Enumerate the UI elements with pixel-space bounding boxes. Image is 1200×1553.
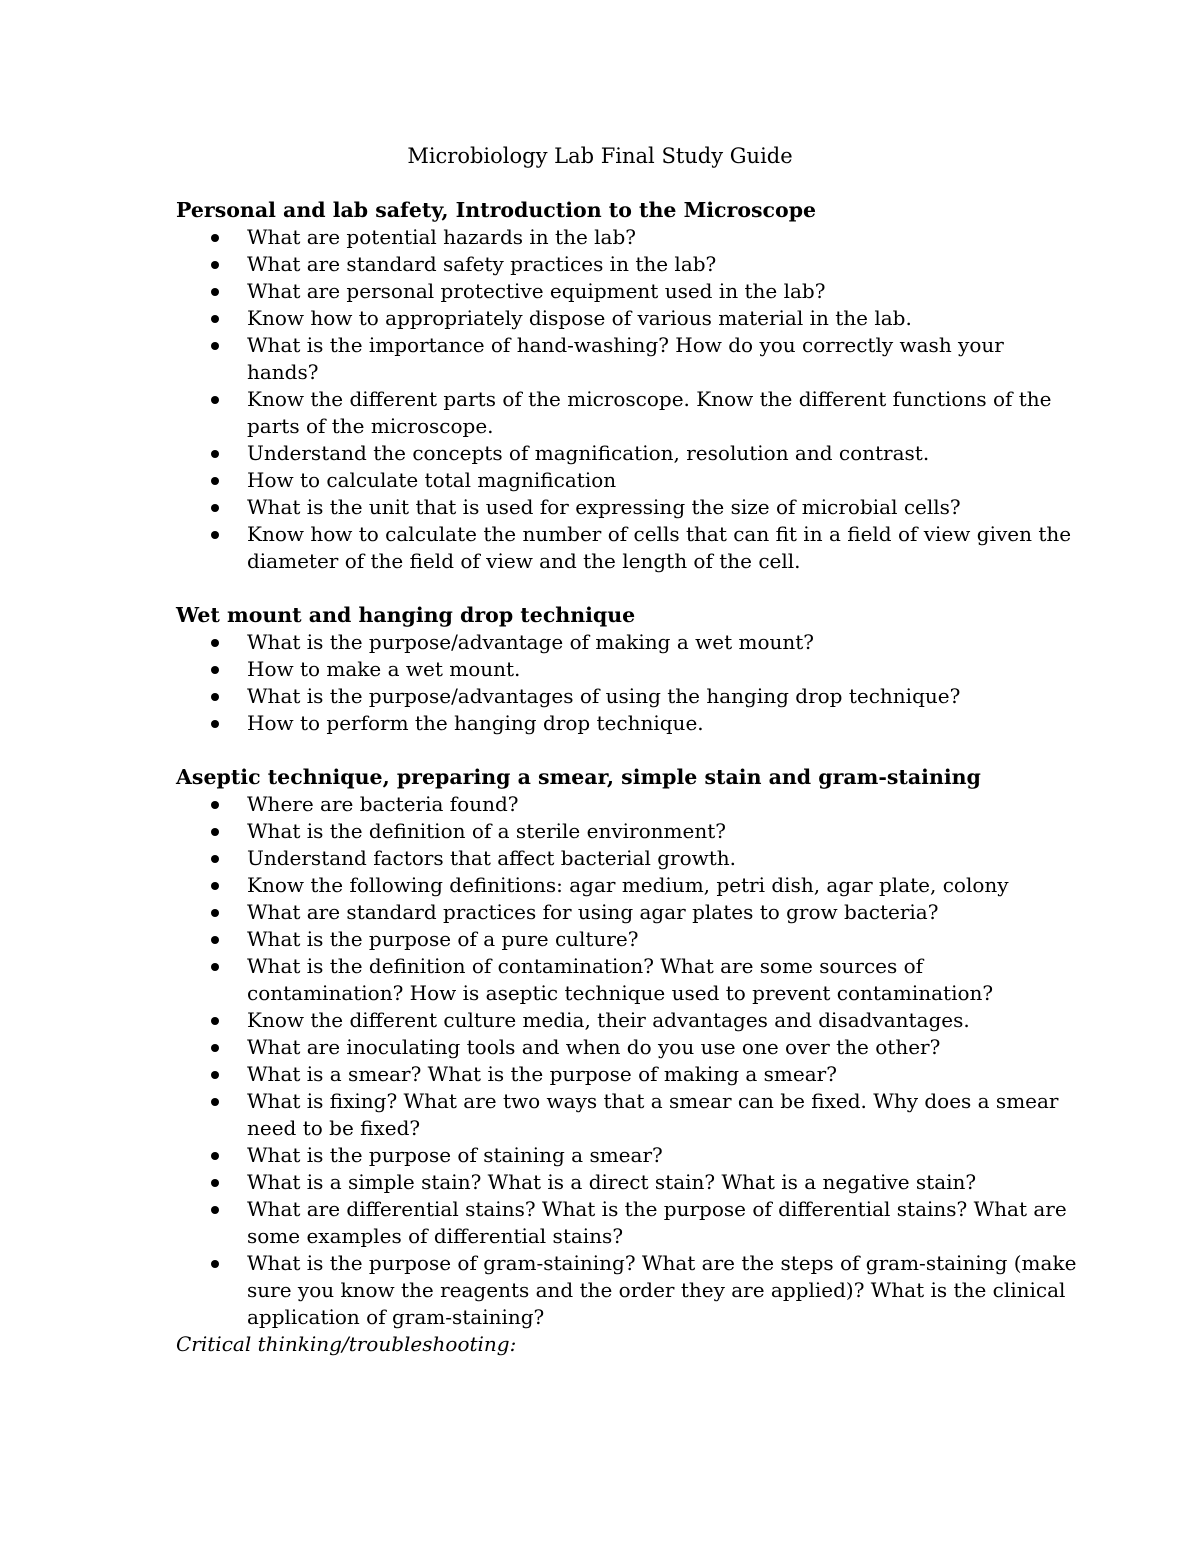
bullet-icon bbox=[211, 1260, 219, 1268]
question-item bbox=[176, 251, 1056, 278]
question-list bbox=[176, 629, 1056, 737]
bullet-icon bbox=[211, 1179, 219, 1187]
bullet-icon bbox=[211, 288, 219, 296]
question-item bbox=[176, 926, 1056, 953]
question-item bbox=[176, 305, 1056, 332]
section-lab-safety-microscope bbox=[176, 197, 1072, 575]
question-item bbox=[176, 845, 1056, 872]
bullet-icon bbox=[211, 504, 219, 512]
bullet-icon bbox=[211, 666, 219, 674]
bullet-icon bbox=[211, 396, 219, 404]
section-heading: Aseptic technique, preparing a smear, simple stain and gram-staining bbox=[176, 765, 981, 789]
question-text-line: How to perform the hanging drop technique. bbox=[247, 711, 704, 735]
section-aseptic-technique-staining bbox=[176, 764, 1077, 1358]
question-item bbox=[176, 683, 1056, 710]
section-heading: Personal and lab safety, Introduction to the Microscope bbox=[176, 198, 817, 222]
bullet-icon bbox=[211, 1071, 219, 1079]
question-text-line: What is the purpose/advantages of using the hanging drop technique? bbox=[247, 684, 961, 708]
bullet-icon bbox=[211, 1017, 219, 1025]
bullet-icon bbox=[211, 1098, 219, 1106]
bullet-icon bbox=[211, 1152, 219, 1160]
question-text-line: How to calculate total magnification bbox=[247, 468, 617, 492]
question-text-line: What are standard safety practices in the lab? bbox=[247, 252, 717, 276]
question-text-line: What is the definition of a sterile environment? bbox=[247, 819, 726, 843]
question-text-line: Understand factors that affect bacterial growth. bbox=[247, 846, 737, 870]
bullet-icon bbox=[211, 963, 219, 971]
question-text-line: What are standard practices for using agar plates to grow bacteria? bbox=[247, 900, 939, 924]
bullet-icon bbox=[211, 801, 219, 809]
question-list bbox=[176, 224, 1072, 575]
question-text-line: Know how to calculate the number of cells that can fit in a field of view given the bbox=[247, 522, 1072, 546]
question-text-line: What are differential stains? What is the purpose of differential stains? What are bbox=[247, 1197, 1067, 1221]
question-item bbox=[176, 791, 1056, 818]
question-text-line: Understand the concepts of magnification, resolution and contrast. bbox=[247, 441, 930, 465]
question-item bbox=[176, 521, 1072, 575]
question-item bbox=[176, 953, 1056, 1007]
question-item bbox=[176, 1196, 1067, 1250]
question-text-line: hands? bbox=[247, 360, 319, 384]
question-text-line: What is a simple stain? What is a direct stain? What is a negative stain? bbox=[247, 1170, 977, 1194]
question-text-line: What are personal protective equipment used in the lab? bbox=[247, 279, 826, 303]
question-text-line: diameter of the field of view and the length of the cell. bbox=[247, 549, 801, 573]
bullet-icon bbox=[211, 1206, 219, 1214]
question-text-line: What is the purpose of a pure culture? bbox=[247, 927, 639, 951]
question-text-line: some examples of differential stains? bbox=[247, 1224, 624, 1248]
question-text-line: What is the importance of hand-washing? How do you correctly wash your bbox=[247, 333, 1004, 357]
question-text-line: parts of the microscope. bbox=[247, 414, 494, 438]
bullet-icon bbox=[211, 234, 219, 242]
bullet-icon bbox=[211, 477, 219, 485]
question-text-line: Where are bacteria found? bbox=[247, 792, 519, 816]
bullet-icon bbox=[211, 693, 219, 701]
bullet-icon bbox=[211, 936, 219, 944]
question-item bbox=[176, 1061, 1056, 1088]
section-heading: Wet mount and hanging drop technique bbox=[176, 603, 636, 627]
question-text-line: contamination? How is aseptic technique used to prevent contamination? bbox=[247, 981, 994, 1005]
question-text-line: What is the purpose of gram-staining? What are the steps of gram-staining (make bbox=[247, 1251, 1077, 1275]
question-text-line: need to be fixed? bbox=[247, 1116, 421, 1140]
bullet-icon bbox=[211, 261, 219, 269]
question-text-line: What is fixing? What are two ways that a smear can be fixed. Why does a smear bbox=[247, 1089, 1059, 1113]
section-wet-mount-hanging-drop bbox=[176, 602, 1056, 737]
question-text-line: What are potential hazards in the lab? bbox=[247, 225, 636, 249]
question-item bbox=[176, 872, 1056, 899]
question-list bbox=[176, 791, 1077, 1331]
bullet-icon bbox=[211, 342, 219, 350]
bullet-icon bbox=[211, 855, 219, 863]
question-text-line: Know how to appropriately dispose of various material in the lab. bbox=[247, 306, 912, 330]
question-item bbox=[176, 467, 1056, 494]
critical-thinking-label: Critical thinking/troubleshooting: bbox=[176, 1332, 517, 1356]
bullet-icon bbox=[211, 531, 219, 539]
question-text-line: Know the different parts of the microscope. Know the different functions of the bbox=[247, 387, 1052, 411]
question-item bbox=[176, 818, 1056, 845]
bullet-icon bbox=[211, 720, 219, 728]
question-item bbox=[176, 278, 1056, 305]
question-text-line: Know the following definitions: agar medium, petri dish, agar plate, colony bbox=[247, 873, 1009, 897]
question-item bbox=[176, 1169, 1056, 1196]
question-text-line: What is the unit that is used for expressing the size of microbial cells? bbox=[247, 495, 961, 519]
bullet-icon bbox=[211, 909, 219, 917]
question-item bbox=[176, 332, 1056, 386]
question-item bbox=[176, 1250, 1077, 1331]
bullet-icon bbox=[211, 882, 219, 890]
question-item bbox=[176, 899, 1056, 926]
bullet-icon bbox=[211, 639, 219, 647]
question-text-line: What is the purpose/advantage of making a wet mount? bbox=[247, 630, 815, 654]
document-title: Microbiology Lab Final Study Guide bbox=[407, 144, 793, 168]
bullet-icon bbox=[211, 315, 219, 323]
question-text-line: What are inoculating tools and when do you use one over the other? bbox=[247, 1035, 941, 1059]
question-text-line: application of gram-staining? bbox=[247, 1305, 545, 1329]
question-item bbox=[176, 629, 1056, 656]
question-text-line: What is a smear? What is the purpose of making a smear? bbox=[247, 1062, 837, 1086]
question-item bbox=[176, 656, 1056, 683]
question-text-line: What is the definition of contamination? What are some sources of bbox=[247, 954, 924, 978]
question-text-line: Know the different culture media, their advantages and disadvantages. bbox=[247, 1008, 970, 1032]
bullet-icon bbox=[211, 450, 219, 458]
bullet-icon bbox=[211, 1044, 219, 1052]
question-item bbox=[176, 1034, 1056, 1061]
question-item bbox=[176, 710, 1056, 737]
question-item bbox=[176, 1142, 1056, 1169]
question-text-line: sure you know the reagents and the order they are applied)? What is the clinical bbox=[247, 1278, 1066, 1302]
question-item bbox=[176, 1088, 1059, 1142]
bullet-icon bbox=[211, 828, 219, 836]
question-text-line: What is the purpose of staining a smear? bbox=[247, 1143, 663, 1167]
question-item bbox=[176, 386, 1056, 440]
question-text-line: How to make a wet mount. bbox=[247, 657, 521, 681]
question-item bbox=[176, 1007, 1056, 1034]
question-item bbox=[176, 224, 1056, 251]
question-item bbox=[176, 494, 1056, 521]
question-item bbox=[176, 440, 1056, 467]
